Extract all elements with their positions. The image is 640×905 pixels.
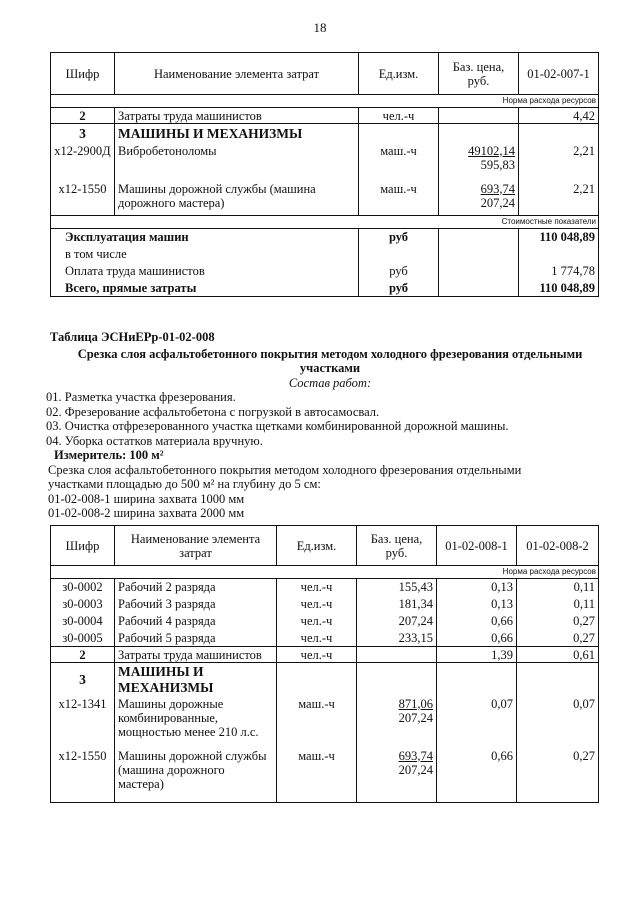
header-price: Баз. цена, руб. [357, 526, 437, 566]
machine-value: 2,21 [519, 144, 599, 182]
work-item: 02. Фрезерование асфальтобетона с погрузкой в автосамосвал. [46, 404, 380, 419]
worker-name: Рабочий 3 разряда [115, 596, 277, 613]
worker-price: 181,34 [357, 596, 437, 613]
row-value-2: 0,61 [517, 647, 599, 663]
description: Срезка слоя асфальтобетонного покрытия методом холодного фрезерования отдельными [48, 462, 522, 477]
worker-price: 207,24 [357, 613, 437, 630]
worker-unit: чел.-ч [277, 596, 357, 613]
work-item: 01. Разметка участка фрезерования. [46, 390, 236, 404]
header-col-1: 01-02-008-1 [437, 526, 517, 566]
row-name: Затраты труда машинистов [115, 647, 277, 663]
worker-name: Рабочий 4 разряда [115, 613, 277, 630]
cost-label: Стоимостные показатели [51, 216, 599, 229]
work-item: 04. Уборка остатков материала вручную. [46, 433, 263, 448]
worker-value-1: 0,66 [437, 630, 517, 647]
machine-name: Машины дорожной службы (машина дорожного мастера) [115, 749, 277, 803]
row-unit: чел.-ч [277, 647, 357, 663]
wage-unit: руб [359, 263, 439, 280]
total-unit: руб [359, 280, 439, 297]
worker-code: з0-0002 [51, 579, 115, 596]
machine-price: 871,06 207,24 [357, 697, 437, 749]
worker-value-1: 0,13 [437, 579, 517, 596]
section-title-cont: участками [299, 361, 361, 375]
operation-label: Эксплуатация машин [51, 229, 359, 246]
description-cont: участками площадью до 500 м² на глубину до 5 см: [48, 477, 321, 491]
machine-code: х12-1550 [51, 182, 115, 216]
machine-unit: маш.-ч [359, 182, 439, 216]
header-price: Баз. цена, руб. [439, 53, 519, 95]
worker-unit: чел.-ч [277, 630, 357, 647]
machine-price: 693,74 207,24 [357, 749, 437, 803]
operation-value: 110 048,89 [519, 229, 599, 246]
worker-price: 233,15 [357, 630, 437, 647]
section-name: МАШИНЫ И МЕХАНИЗМЫ [115, 124, 359, 144]
worker-name: Рабочий 5 разряда [115, 630, 277, 647]
total-label: Всего, прямые затраты [51, 280, 359, 297]
machine-value-1: 0,07 [437, 697, 517, 749]
worker-price: 155,43 [357, 579, 437, 596]
section-title: Срезка слоя асфальтобетонного покрытия методом холодного фрезерования отдельными [77, 346, 583, 361]
works-heading: Состав работ: [288, 375, 372, 390]
wage-value: 1 774,78 [519, 263, 599, 280]
worker-value-2: 0,11 [517, 579, 599, 596]
page-number: 18 [313, 20, 327, 35]
worker-name: Рабочий 2 разряда [115, 579, 277, 596]
total-value: 110 048,89 [519, 280, 599, 297]
machine-price: 693,74 207,24 [439, 182, 519, 216]
operation-unit: руб [359, 229, 439, 246]
machine-value: 2,21 [519, 182, 599, 216]
header-code: Шифр [51, 526, 115, 566]
meter: Измеритель: 100 м² [54, 448, 164, 462]
machine-code: х12-1341 [51, 697, 115, 749]
worker-value-2: 0,11 [517, 596, 599, 613]
machine-unit: маш.-ч [277, 697, 357, 749]
worker-value-2: 0,27 [517, 630, 599, 647]
section-name: МАШИНЫ И МЕХАНИЗМЫ [115, 663, 277, 697]
including-label: в том числе [51, 246, 359, 263]
row-unit: чел.-ч [359, 108, 439, 124]
machine-unit: маш.-ч [277, 749, 357, 803]
worker-code: з0-0003 [51, 596, 115, 613]
row-value-1: 1,39 [437, 647, 517, 663]
header-col: 01-02-007-1 [519, 53, 599, 95]
machine-value-2: 0,27 [517, 749, 599, 803]
worker-value-1: 0,13 [437, 596, 517, 613]
machine-name: Вибробетоноломы [115, 144, 359, 182]
variant-1: 01-02-008-1 ширина захвата 1000 мм [48, 491, 245, 506]
row-code: 2 [51, 647, 115, 663]
row-code: 2 [51, 108, 115, 124]
row-price [439, 108, 519, 124]
section-code: 3 [51, 663, 115, 697]
wage-label: Оплата труда машинистов [51, 263, 359, 280]
row-value: 4,42 [519, 108, 599, 124]
machine-code: х12-1550 [51, 749, 115, 803]
header-name: Наименование элемента затрат [115, 53, 359, 95]
worker-value-2: 0,27 [517, 613, 599, 630]
norm-label: Норма расхода ресурсов [51, 95, 599, 108]
machine-name: Машины дорожной службы (машина дорожного мастера) [115, 182, 359, 216]
worker-code: з0-0004 [51, 613, 115, 630]
header-name: Наименование элемента затрат [115, 526, 277, 566]
machine-value-1: 0,66 [437, 749, 517, 803]
resource-table-01-02-008 [50, 525, 599, 803]
section-code: 3 [51, 124, 115, 144]
section-text [46, 330, 610, 521]
machine-code: х12-2900Д [51, 144, 115, 182]
variant-2: 01-02-008-2 ширина захвата 2000 мм [48, 506, 245, 520]
table-title: Таблица ЭСНиЕРр-01-02-008 [50, 330, 215, 344]
machine-name: Машины дорожные комбинированные, мощностью менее 210 л.с. [115, 697, 277, 749]
header-unit: Ед.изм. [277, 526, 357, 566]
norm-label: Норма расхода ресурсов [51, 566, 599, 579]
header-unit: Ед.изм. [359, 53, 439, 95]
worker-value-1: 0,66 [437, 613, 517, 630]
header-code: Шифр [51, 53, 115, 95]
row-name: Затраты труда машинистов [115, 108, 359, 124]
machine-price: 49102,14 595,83 [439, 144, 519, 182]
resource-table-01-02-007 [50, 52, 599, 297]
header-col-2: 01-02-008-2 [517, 526, 599, 566]
worker-code: з0-0005 [51, 630, 115, 647]
machine-value-2: 0,07 [517, 697, 599, 749]
worker-unit: чел.-ч [277, 579, 357, 596]
worker-unit: чел.-ч [277, 613, 357, 630]
work-item: 03. Очистка отфрезерованного участка щетками комбинированной дорожной машины. [46, 419, 509, 433]
machine-unit: маш.-ч [359, 144, 439, 182]
